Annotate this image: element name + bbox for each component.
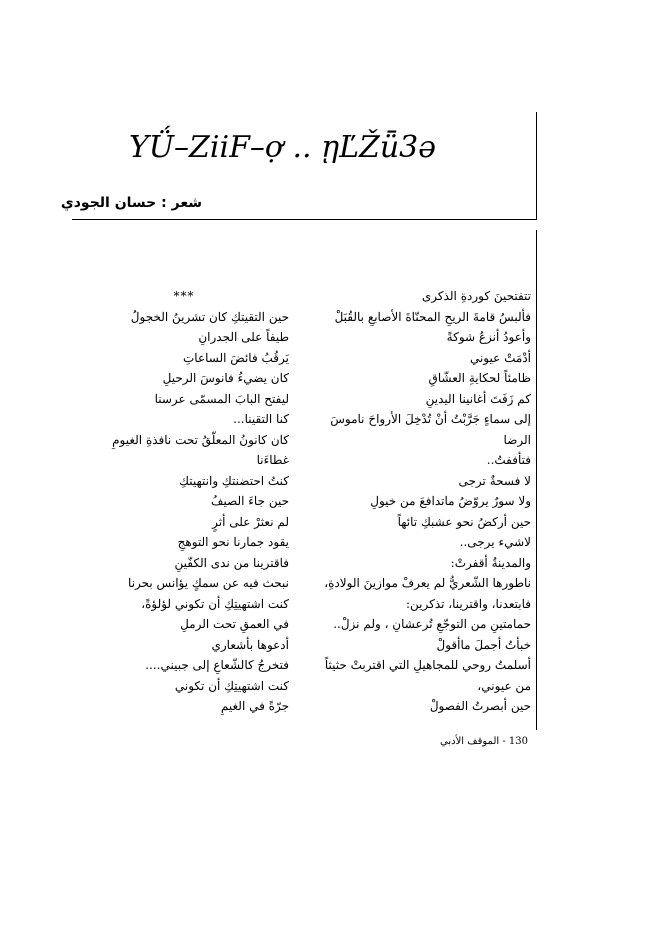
frame-rule-vertical-top	[536, 112, 537, 220]
poem-line: كم زَفَتَ أغانينا اليدينِ	[425, 391, 531, 406]
poem-line: ظامئاً لحكايةِ العشّاقِ	[428, 371, 531, 385]
page-footer: 130 - الموقف الأدبي	[440, 736, 528, 747]
poem-line: والمدينةُ أقفرتْ:	[450, 555, 531, 570]
poem-line: كنت اشتهيتِكِ أن تكوني لؤلؤةً،	[141, 596, 289, 611]
poem-line: فألبسُ قامةَ الريحِ المحنّاةَ الأصابعِ بالقُبَلْ	[334, 309, 531, 324]
poem-column-right	[324, 286, 531, 717]
poem-line: الرضا	[503, 432, 531, 447]
poem-line: إلى سماءٍ جَرَّبْتُ أنْ تُدْخِلَ الأرواحَ ناموسَ	[330, 412, 531, 426]
poem-line: كان كانونُ المعلّقُ تحت نافذةِ الغيومِ	[112, 432, 289, 447]
poem-line: جرّةً في الغيمِ	[220, 699, 289, 713]
poem-line: لاشيء يرجى..	[459, 535, 531, 549]
poem-author: شعر : حسان الجودي	[60, 195, 202, 211]
poem-line: يَرقُبُ فائضَ الساعاتِ	[182, 350, 289, 365]
poem-line: فتأففتُ..	[486, 453, 531, 467]
poem-line: أسلمتُ روحي للمجاهيلِ التي اقتربتْ حثيثاً	[324, 658, 531, 672]
poem-line: لم نعثرْ على أثرٍ	[212, 514, 289, 529]
poem-line: وأعودُ أنزعُ شوكةً	[446, 330, 531, 344]
frame-rule-horizontal	[72, 219, 537, 220]
frame-rule-vertical-bottom	[536, 230, 537, 730]
poem-line: حين أركضُ نحو عشبكِ تائهاً	[397, 514, 531, 529]
poem-line: حمامتينِ من التوجّعِ تُرعشانِ ، ولم نزلْ..	[333, 617, 531, 631]
poem-line: ناطورها الشّعريُّ لم يعرفْ موازينَ الولادةِ،	[324, 576, 531, 590]
poem-line: حين التقيتكِ كان تشرينُ الخجولُ	[130, 309, 289, 324]
poem-line: خبأتُ أجملَ ماأقولْ	[436, 637, 531, 652]
poem-line: كنت اشتهيتِكِ أن تكوني	[174, 678, 289, 693]
poem-column-left	[79, 286, 289, 717]
poem-line: كنتُ احتضنتكِ وانتهيتكِ	[179, 473, 289, 488]
poem-line: فابتعدنا، واقترينا، تذكرين:	[405, 596, 531, 611]
poem-line: لا فسحةٌ ترجى	[458, 473, 531, 488]
poem-line: طيفاً على الجدرانِ	[198, 330, 289, 344]
poem-line: من عيوني،	[477, 678, 531, 693]
poem-line: أدعوها بأشعاري	[211, 637, 289, 652]
poem-line: فاقترينا من ندى الكفّينِ	[174, 555, 289, 570]
poem-title: YǗ–ZiiF–ợ .. ῃĽŽǖ3ǝ	[128, 130, 436, 165]
poem-line: حين جاءَ الصيفُ	[211, 494, 289, 508]
poem-line: في العمقِ تحت الرملِ	[180, 617, 289, 631]
poem-line: تتفتحينَ كوردةِ الذكرى	[421, 289, 531, 303]
poem-line: حين أبصرتُ الفصولْ	[429, 699, 531, 713]
poem-line: كان يضيءُ فانوسَ الرحيلِ	[162, 371, 289, 385]
poem-line: ليفتح البابَ المسمّى عرسنا	[154, 391, 289, 406]
poem-line: يقود جمارنا نحو التوهجِ	[177, 535, 289, 549]
poem-line: نبحث فيه عن سمكٍ يؤانس بحرنا	[128, 576, 289, 590]
poem-line: فتخرجُ كالشّعاعِ إلى جبيني....	[145, 658, 289, 672]
poem-line: كنا التقينا...	[233, 412, 289, 426]
poem-line: غطاءَنا	[256, 453, 289, 467]
poem-line: أدْمَتْ عيوني	[469, 350, 531, 365]
section-separator-stars: ***	[173, 289, 195, 303]
poem-line: ولا سورٌ يروّضُ ماتدافعَ من خيولِ	[370, 494, 531, 508]
